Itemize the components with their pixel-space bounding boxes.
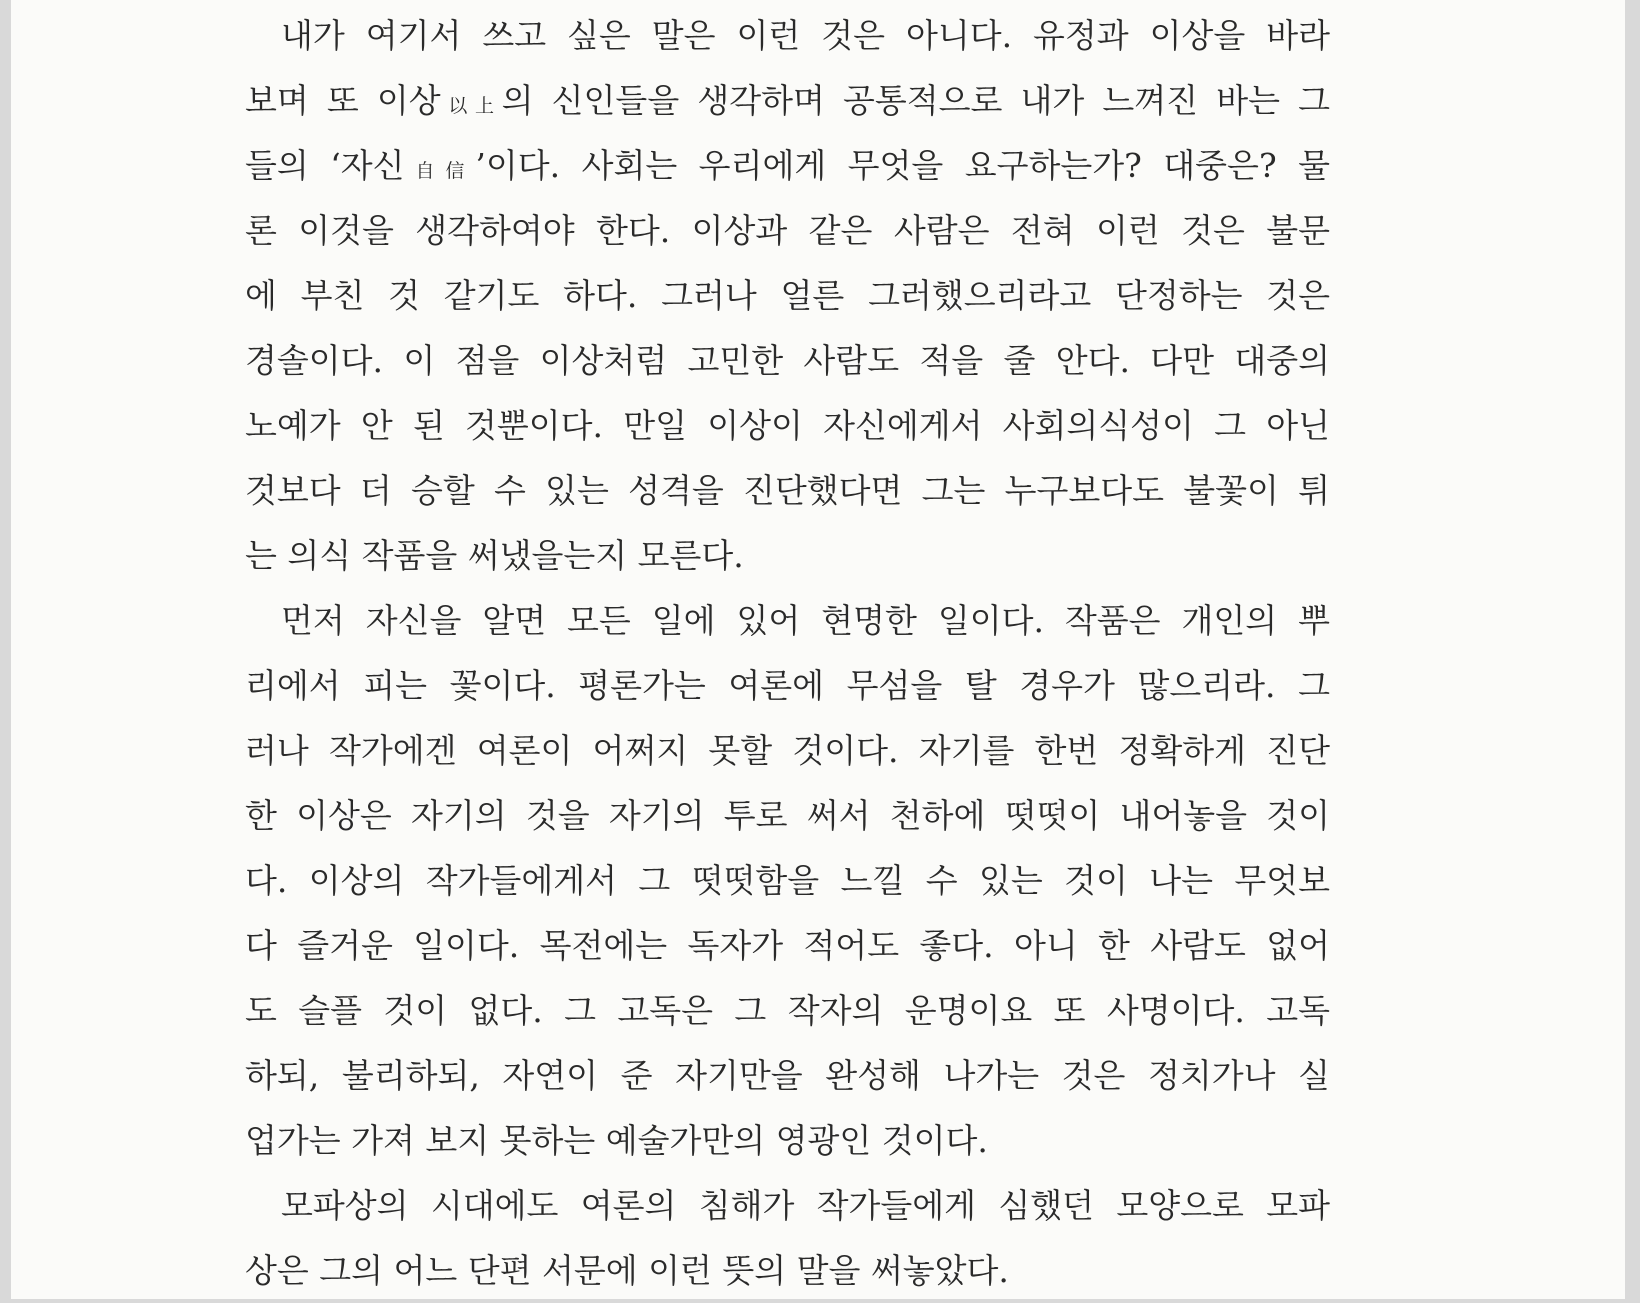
text-line: 다. 이상의 작가들에게서 그 떳떳함을 느낄 수 있는 것이 나는 무엇보 [245,861,1330,900]
text-line: 도 슬플 것이 없다. 그 고독은 그 작자의 운명이요 또 사명이다. 고독 [245,991,1330,1030]
text-line: 업가는 가져 보지 못하는 예술가만의 영광인 것이다. [245,1121,988,1160]
text-line: 상은 그의 어느 단편 서문에 이런 뜻의 말을 써놓았다. [245,1251,1009,1290]
text-line: 한 이상은 자기의 것을 자기의 투로 써서 천하에 떳떳이 내어놓을 것이 [245,796,1330,835]
text-line: 노예가 안 된 것뿐이다. 만일 이상이 자신에게서 사회의식성이 그 아닌 [245,406,1330,445]
text-line: 는 의식 작품을 써냈을는지 모른다. [245,536,744,575]
text-line: 러나 작가에겐 여론이 어쩌지 못할 것이다. 자기를 한번 정확하게 진단 [245,731,1330,770]
text-line: 다 즐거운 일이다. 목전에는 독자가 적어도 좋다. 아니 한 사람도 없어 [245,926,1330,965]
text-line: 모파상의 시대에도 여론의 침해가 작가들에게 심했던 모양으로 모파 [281,1186,1330,1225]
text-line: 론 이것을 생각하여야 한다. 이상과 같은 사람은 전혀 이런 것은 불문 [245,211,1330,250]
paragraph-3 [245,1173,1330,1303]
paragraph-1 [245,3,1330,588]
text-line: 보며 또 이상以上의 신인들을 생각하며 공통적으로 내가 느껴진 바는 그 [245,81,1330,120]
text-line: 리에서 피는 꽃이다. 평론가는 여론에 무섬을 탈 경우가 많으리라. 그 [245,666,1330,705]
text-line: 하되, 불리하되, 자연이 준 자기만을 완성해 나가는 것은 정치가나 실 [245,1056,1330,1095]
text-line: 경솔이다. 이 점을 이상처럼 고민한 사람도 적을 줄 안다. 다만 대중의 [245,341,1330,380]
text-line: 것보다 더 승할 수 있는 성격을 진단했다면 그는 누구보다도 불꽃이 튀 [245,471,1330,510]
text-line: 들의 ‘자신自信’이다. 사회는 우리에게 무엇을 요구하는가? 대중은? 물 [245,146,1330,185]
body-text [245,3,1330,1303]
text-line: 에 부친 것 같기도 하다. 그러나 얼른 그러했으리라고 단정하는 것은 [245,276,1330,315]
text-line: 내가 여기서 쓰고 싶은 말은 이런 것은 아니다. 유정과 이상을 바라 [281,16,1330,55]
page [11,0,1625,1299]
paragraph-2 [245,588,1330,1173]
text-line: 먼저 자신을 알면 모든 일에 있어 현명한 일이다. 작품은 개인의 뿌 [281,601,1330,640]
